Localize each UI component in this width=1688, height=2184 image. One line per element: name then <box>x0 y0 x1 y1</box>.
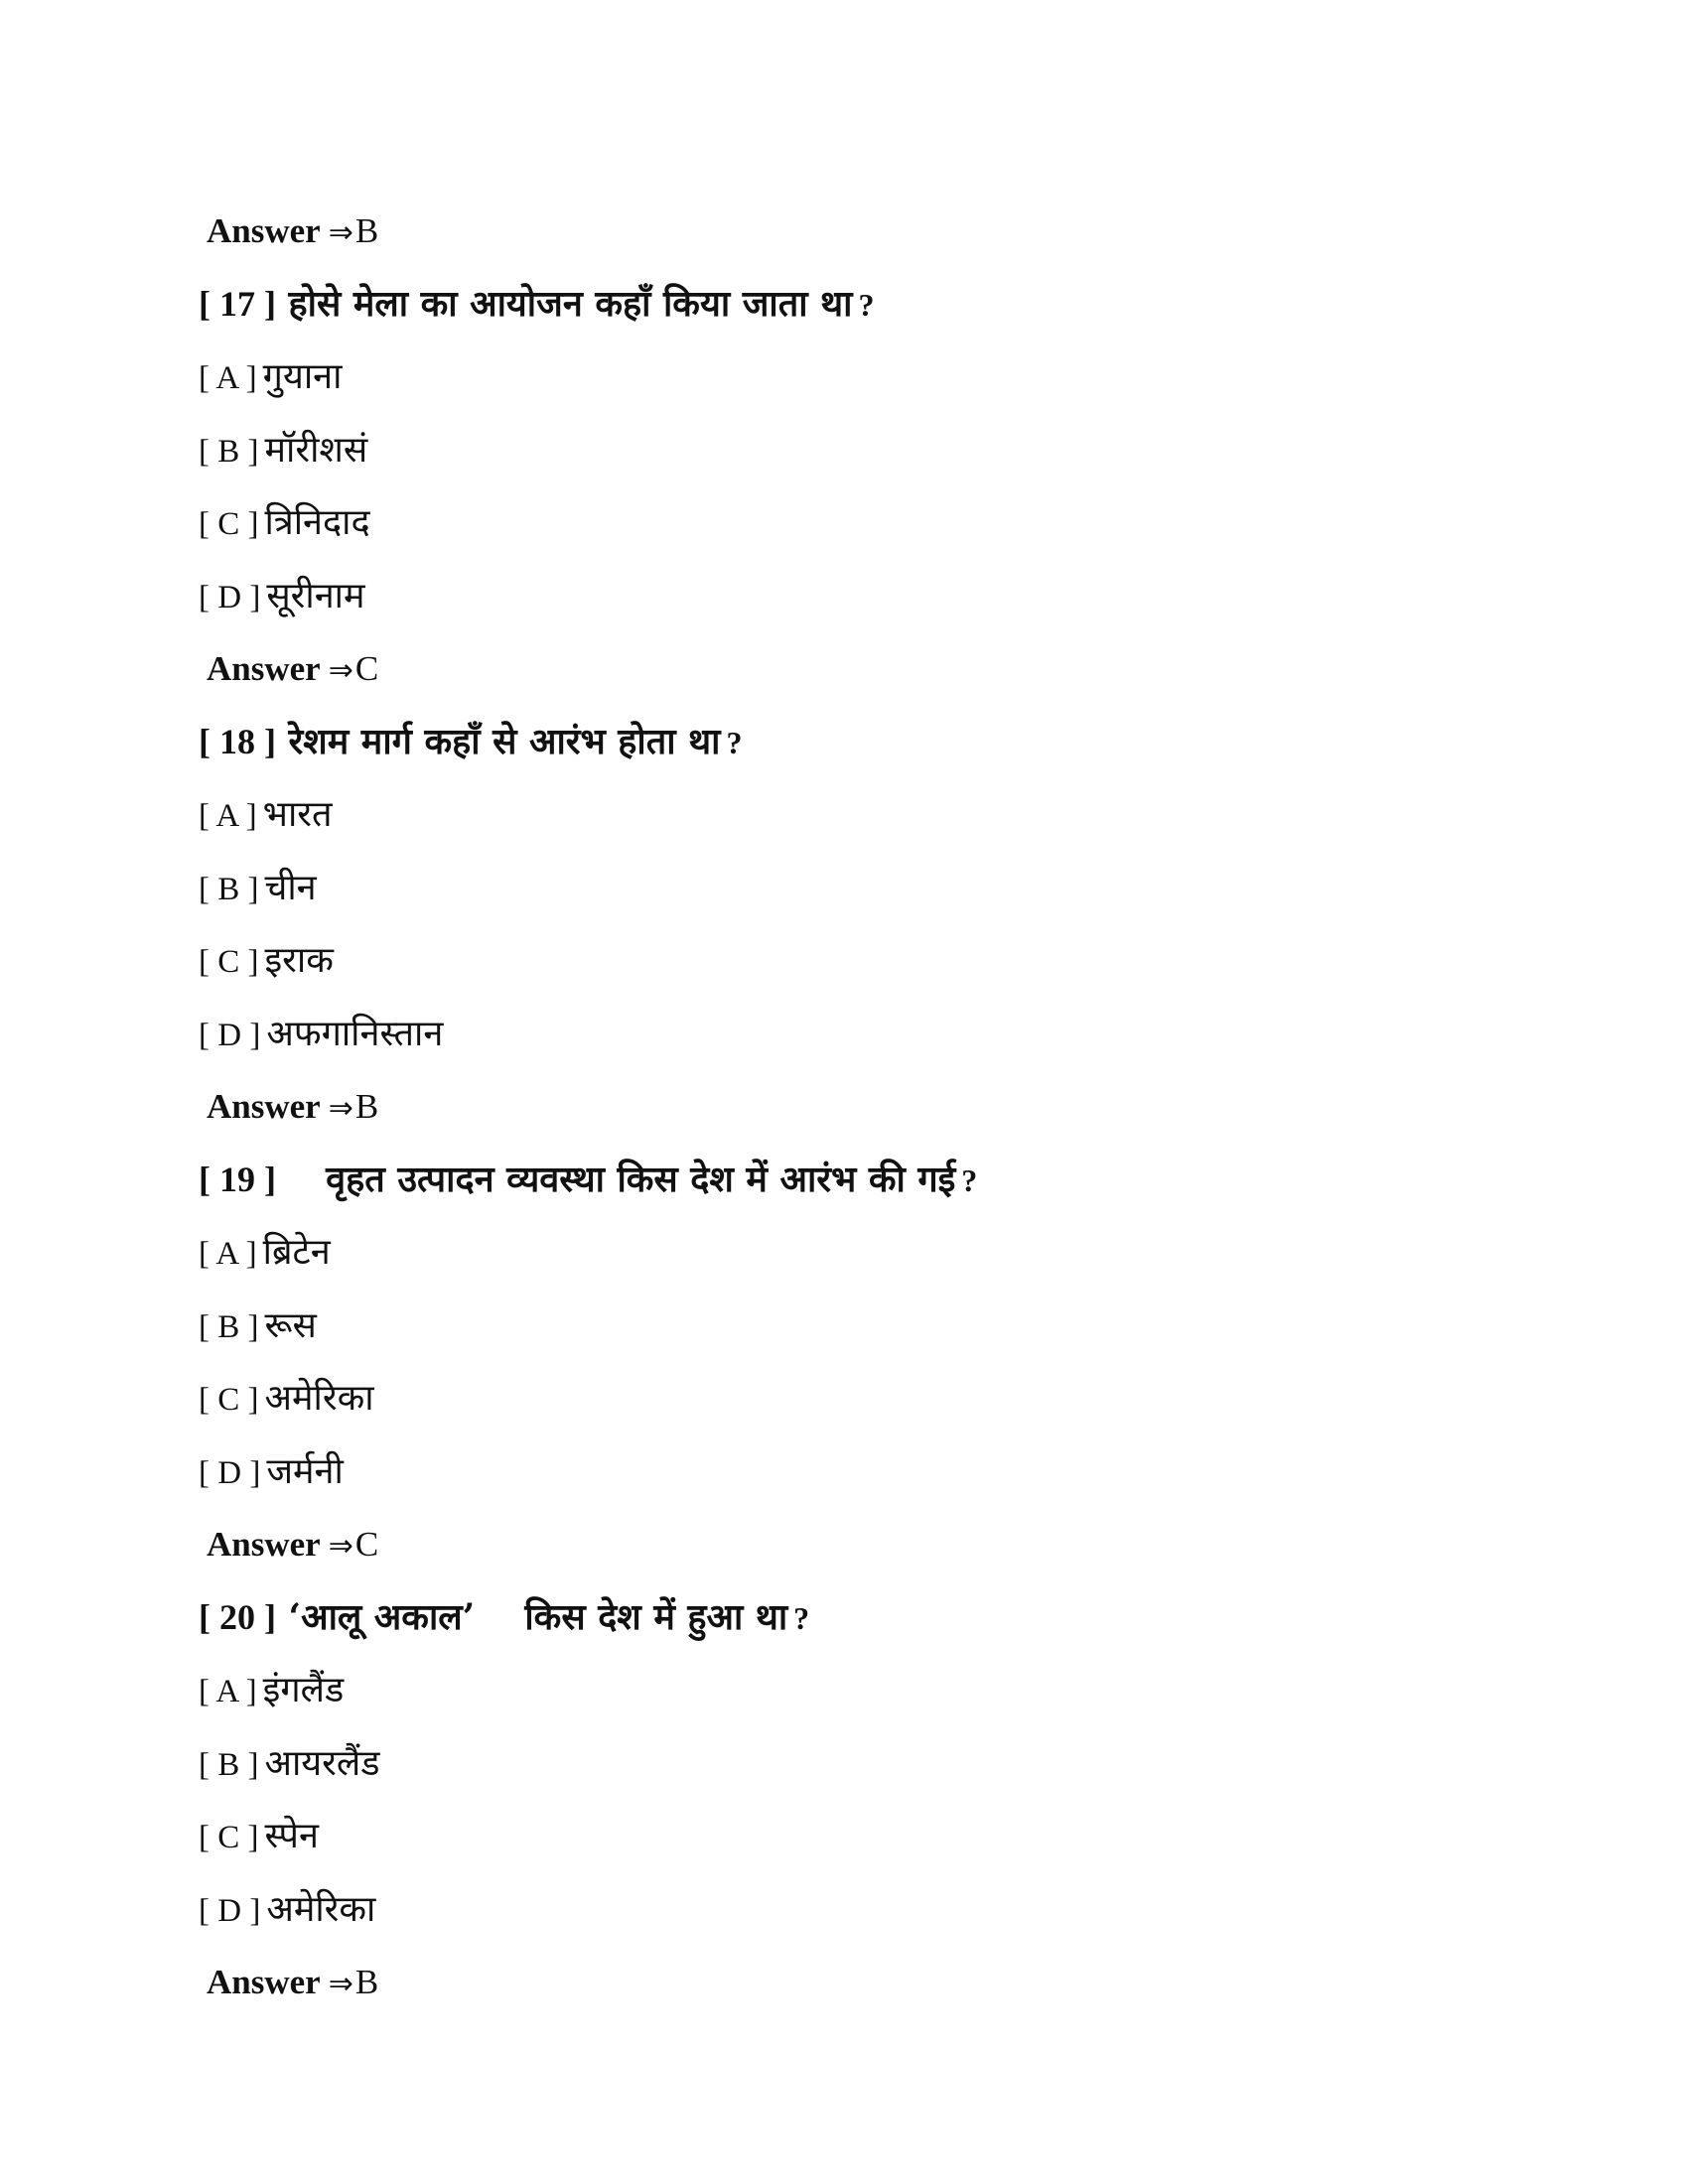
question-number: [ 18 ] <box>199 721 276 761</box>
answer-line <box>199 195 1489 268</box>
answer-label: Answer <box>207 649 321 688</box>
answer-line <box>199 1946 1489 2019</box>
option-line <box>199 1654 1489 1727</box>
answer-value: B <box>354 1963 379 2001</box>
option-line <box>199 998 1489 1071</box>
option-key: [ B ] <box>199 433 259 470</box>
question-text: ‘आलू अकाल’ किस देश में हुआ था <box>288 1595 788 1638</box>
answer-value: C <box>354 649 379 688</box>
option-key: [ D ] <box>199 1892 261 1929</box>
option-text: भारत <box>262 794 333 835</box>
question-number: [ 17 ] <box>199 283 276 324</box>
option-key: [ C ] <box>199 506 259 542</box>
option-key: [ A ] <box>199 360 257 396</box>
question-text: होसे मेला का आयोजन कहाँ किया जाता था <box>288 282 853 325</box>
option-line <box>199 1873 1489 1947</box>
option-key: [ A ] <box>199 1236 257 1272</box>
option-key: [ A ] <box>199 1674 257 1709</box>
answer-value: C <box>354 1525 379 1564</box>
question-text: वृहत उत्पादन व्यवस्था किस देश में आरंभ की गई <box>288 1158 956 1200</box>
option-line <box>199 924 1489 998</box>
option-text: स्पेन <box>264 1816 319 1856</box>
option-text: सूरीनाम <box>266 575 365 616</box>
option-text: इराक <box>264 940 334 981</box>
answer-arrow-icon: ⇒ <box>328 1091 353 1126</box>
option-key: [ C ] <box>199 944 259 980</box>
question-mark: ? <box>726 724 743 760</box>
option-line <box>199 1727 1489 1801</box>
answer-label: Answer <box>207 1087 321 1126</box>
option-line <box>199 778 1489 852</box>
option-text: अमेरिका <box>264 1378 374 1419</box>
option-line <box>199 1290 1489 1363</box>
option-line <box>199 1216 1489 1290</box>
option-text: रूस <box>264 1304 317 1346</box>
question-line <box>199 1144 1489 1217</box>
option-line <box>199 560 1489 633</box>
option-key: [ C ] <box>199 1382 259 1418</box>
answer-arrow-icon: ⇒ <box>328 653 353 688</box>
option-line <box>199 1362 1489 1435</box>
option-text: चीन <box>264 867 317 908</box>
answer-label: Answer <box>207 1963 321 2001</box>
option-key: [ A ] <box>199 798 257 834</box>
option-key: [ D ] <box>199 1017 261 1053</box>
option-line <box>199 414 1489 487</box>
answer-arrow-icon: ⇒ <box>328 215 353 250</box>
option-key: [ B ] <box>199 1308 259 1345</box>
option-text: अफगानिस्तान <box>266 1013 444 1054</box>
answer-line <box>199 1070 1489 1144</box>
option-text: आयरलैंड <box>264 1742 380 1784</box>
answer-line <box>199 1508 1489 1581</box>
answer-line <box>199 632 1489 706</box>
question-text: रेशम मार्ग कहाँ से आरंभ होता था <box>288 720 721 762</box>
option-line <box>199 341 1489 414</box>
option-line <box>199 1435 1489 1509</box>
option-text: ब्रिटेन <box>262 1232 331 1273</box>
option-key: [ B ] <box>199 1746 259 1783</box>
option-text: गुयाना <box>262 356 343 397</box>
option-key: [ D ] <box>199 1454 261 1491</box>
question-number: [ 19 ] <box>199 1159 276 1199</box>
option-key: [ B ] <box>199 871 259 907</box>
option-text: मॉरीशसं <box>264 429 368 471</box>
option-text: त्रिनिदाद <box>264 502 370 543</box>
question-mark: ? <box>793 1599 810 1636</box>
option-text: जर्मनी <box>266 1450 344 1492</box>
answer-value: B <box>354 1087 379 1126</box>
question-line <box>199 1581 1489 1655</box>
answer-arrow-icon: ⇒ <box>328 1529 353 1564</box>
option-line <box>199 852 1489 925</box>
answer-value: B <box>354 211 379 250</box>
option-line <box>199 1800 1489 1873</box>
option-key: [ D ] <box>199 579 261 615</box>
option-line <box>199 486 1489 560</box>
question-mark: ? <box>858 286 875 323</box>
option-text: अमेरिका <box>266 1888 376 1930</box>
option-key: [ C ] <box>199 1820 259 1855</box>
option-text: इंगलैंड <box>262 1670 345 1710</box>
answer-label: Answer <box>207 211 321 250</box>
question-number: [ 20 ] <box>199 1596 276 1637</box>
document-page <box>199 195 1489 2019</box>
answer-label: Answer <box>207 1525 321 1564</box>
question-mark: ? <box>961 1161 978 1198</box>
answer-arrow-icon: ⇒ <box>328 1967 353 2001</box>
question-line <box>199 268 1489 341</box>
question-line <box>199 706 1489 779</box>
